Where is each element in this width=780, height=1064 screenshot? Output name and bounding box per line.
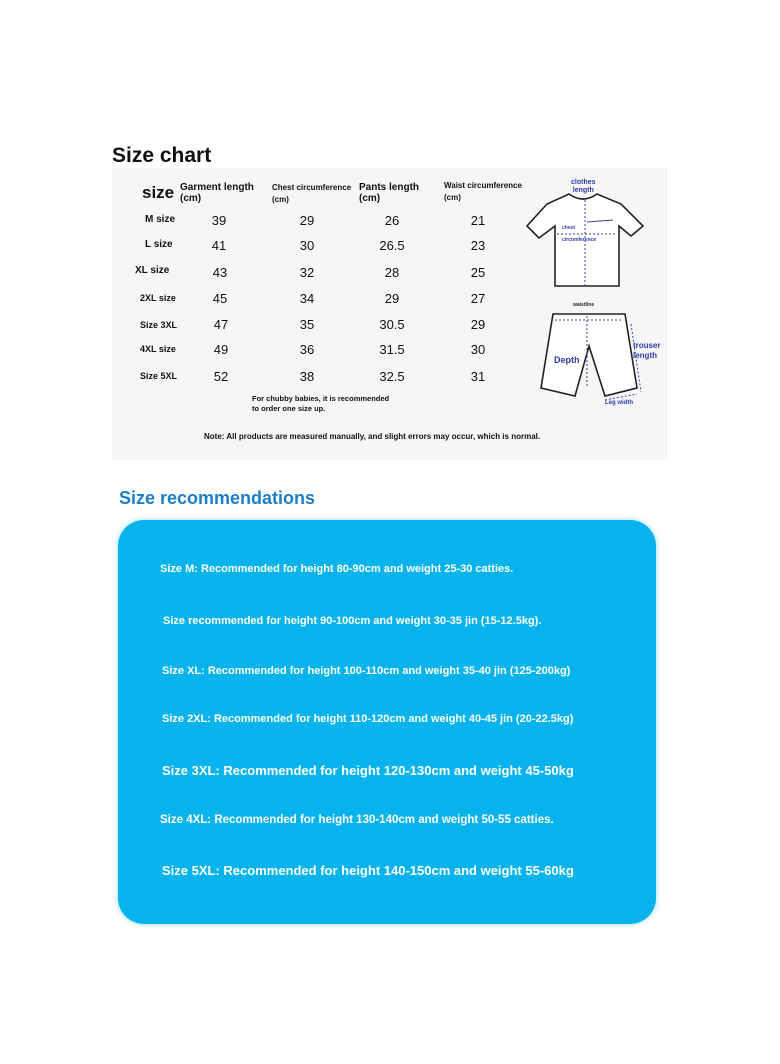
header-waist-unit: (cm) bbox=[444, 193, 461, 203]
measurement-note: Note: All products are measured manually, and slight errors may occur, which is normal. bbox=[204, 432, 541, 441]
header-waist-label: Waist circumference bbox=[444, 181, 522, 190]
cell-garment-length: 52 bbox=[213, 369, 229, 384]
garment-diagram-svg bbox=[517, 174, 667, 414]
cell-garment-length: 45 bbox=[212, 291, 228, 306]
header-chest-unit: (cm) bbox=[272, 195, 289, 205]
size-recommendations-panel bbox=[118, 520, 656, 924]
cell-pants-length: 30.5 bbox=[379, 317, 405, 332]
cell-waist: 29 bbox=[470, 317, 486, 332]
row-size-label: M size bbox=[145, 214, 176, 225]
recommendation-line: Size XL: Recommended for height 100-110cm and weight 35-40 jin (125-200kg) bbox=[162, 665, 571, 677]
cell-chest: 32 bbox=[299, 265, 315, 280]
cell-pants-length: 31.5 bbox=[379, 342, 405, 357]
header-garment-length bbox=[180, 183, 254, 204]
cell-waist: 30 bbox=[470, 342, 486, 357]
chubby-note-line: For chubby babies, it is recommended bbox=[252, 394, 390, 403]
cell-garment-length: 47 bbox=[213, 317, 229, 332]
cell-waist: 21 bbox=[470, 213, 486, 228]
size-chart-panel bbox=[112, 168, 668, 460]
cell-pants-length: 28 bbox=[384, 265, 400, 280]
recommendation-line: Size 4XL: Recommended for height 130-140cm and weight 50-55 catties. bbox=[160, 814, 554, 826]
cell-chest: 29 bbox=[299, 213, 315, 228]
cell-pants-length: 26.5 bbox=[379, 238, 405, 253]
cell-garment-length: 39 bbox=[211, 213, 227, 228]
clothes-length-label-line: length bbox=[572, 187, 594, 195]
cell-chest: 30 bbox=[299, 238, 315, 253]
cell-garment-length: 49 bbox=[213, 342, 229, 357]
header-pants-length bbox=[359, 183, 419, 204]
row-size-label: 4XL size bbox=[140, 344, 176, 354]
row-size-label: 2XL size bbox=[140, 293, 176, 303]
cell-pants-length: 26 bbox=[384, 213, 400, 228]
trouser-length-label bbox=[633, 341, 661, 360]
row-size-label: Size 5XL bbox=[140, 371, 178, 381]
header-chest bbox=[272, 184, 351, 205]
chubby-note bbox=[252, 394, 412, 414]
cell-chest: 34 bbox=[299, 291, 315, 306]
garment-diagram bbox=[517, 174, 667, 414]
leg-width-label: Leg width bbox=[605, 400, 633, 406]
header-waist bbox=[444, 182, 522, 203]
waistline-label: waistline bbox=[573, 302, 595, 308]
cell-waist: 23 bbox=[470, 238, 486, 253]
recommendation-line: Size M: Recommended for height 80-90cm and weight 25-30 catties. bbox=[160, 563, 514, 575]
row-size-label: XL size bbox=[135, 265, 170, 276]
recommendation-line: Size 3XL: Recommended for height 120-130cm and weight 45-50kg bbox=[162, 763, 574, 778]
cell-chest: 35 bbox=[299, 317, 315, 332]
chest-label: chest bbox=[562, 225, 576, 231]
header-garment-length-unit: (cm) bbox=[180, 192, 202, 204]
recommendation-line: Size 2XL: Recommended for height 110-120cm and weight 40-45 jin (20-22.5kg) bbox=[162, 713, 574, 725]
circumference-label: circumference bbox=[562, 237, 597, 243]
size-recommendations-title: Size recommendations bbox=[119, 488, 316, 508]
row-size-label: L size bbox=[145, 239, 173, 250]
header-pants-length-label: Pants length bbox=[359, 182, 420, 193]
clothes-length-label bbox=[571, 179, 596, 196]
header-chest-label: Chest circumference bbox=[272, 183, 352, 192]
trouser-length-label-line: length bbox=[633, 350, 657, 360]
recommendation-line: Size recommended for height 90-100cm and weight 30-35 jin (15-12.5kg). bbox=[163, 615, 542, 627]
cell-garment-length: 43 bbox=[212, 265, 228, 280]
cell-chest: 36 bbox=[299, 342, 315, 357]
cell-waist: 25 bbox=[470, 265, 486, 280]
trouser-length-label-line: trouser bbox=[633, 341, 661, 350]
size-chart-title: Size chart bbox=[112, 144, 212, 167]
depth-label: Depth bbox=[554, 355, 580, 365]
recommendation-line: Size 5XL: Recommended for height 140-150cm and weight 55-60kg bbox=[162, 863, 574, 878]
header-garment-length-label: Garment length bbox=[180, 182, 254, 193]
header-pants-length-unit: (cm) bbox=[359, 192, 381, 204]
chubby-note-line: to order one size up. bbox=[252, 403, 326, 413]
cell-pants-length: 29 bbox=[384, 291, 400, 306]
cell-chest: 38 bbox=[299, 369, 315, 384]
clothes-length-label-line: clothes bbox=[571, 179, 596, 186]
row-size-label: Size 3XL bbox=[140, 320, 178, 330]
header-size: size bbox=[142, 183, 175, 202]
cell-waist: 31 bbox=[470, 369, 486, 384]
cell-garment-length: 41 bbox=[211, 238, 227, 253]
cell-pants-length: 32.5 bbox=[379, 369, 405, 384]
cell-waist: 27 bbox=[470, 291, 486, 306]
